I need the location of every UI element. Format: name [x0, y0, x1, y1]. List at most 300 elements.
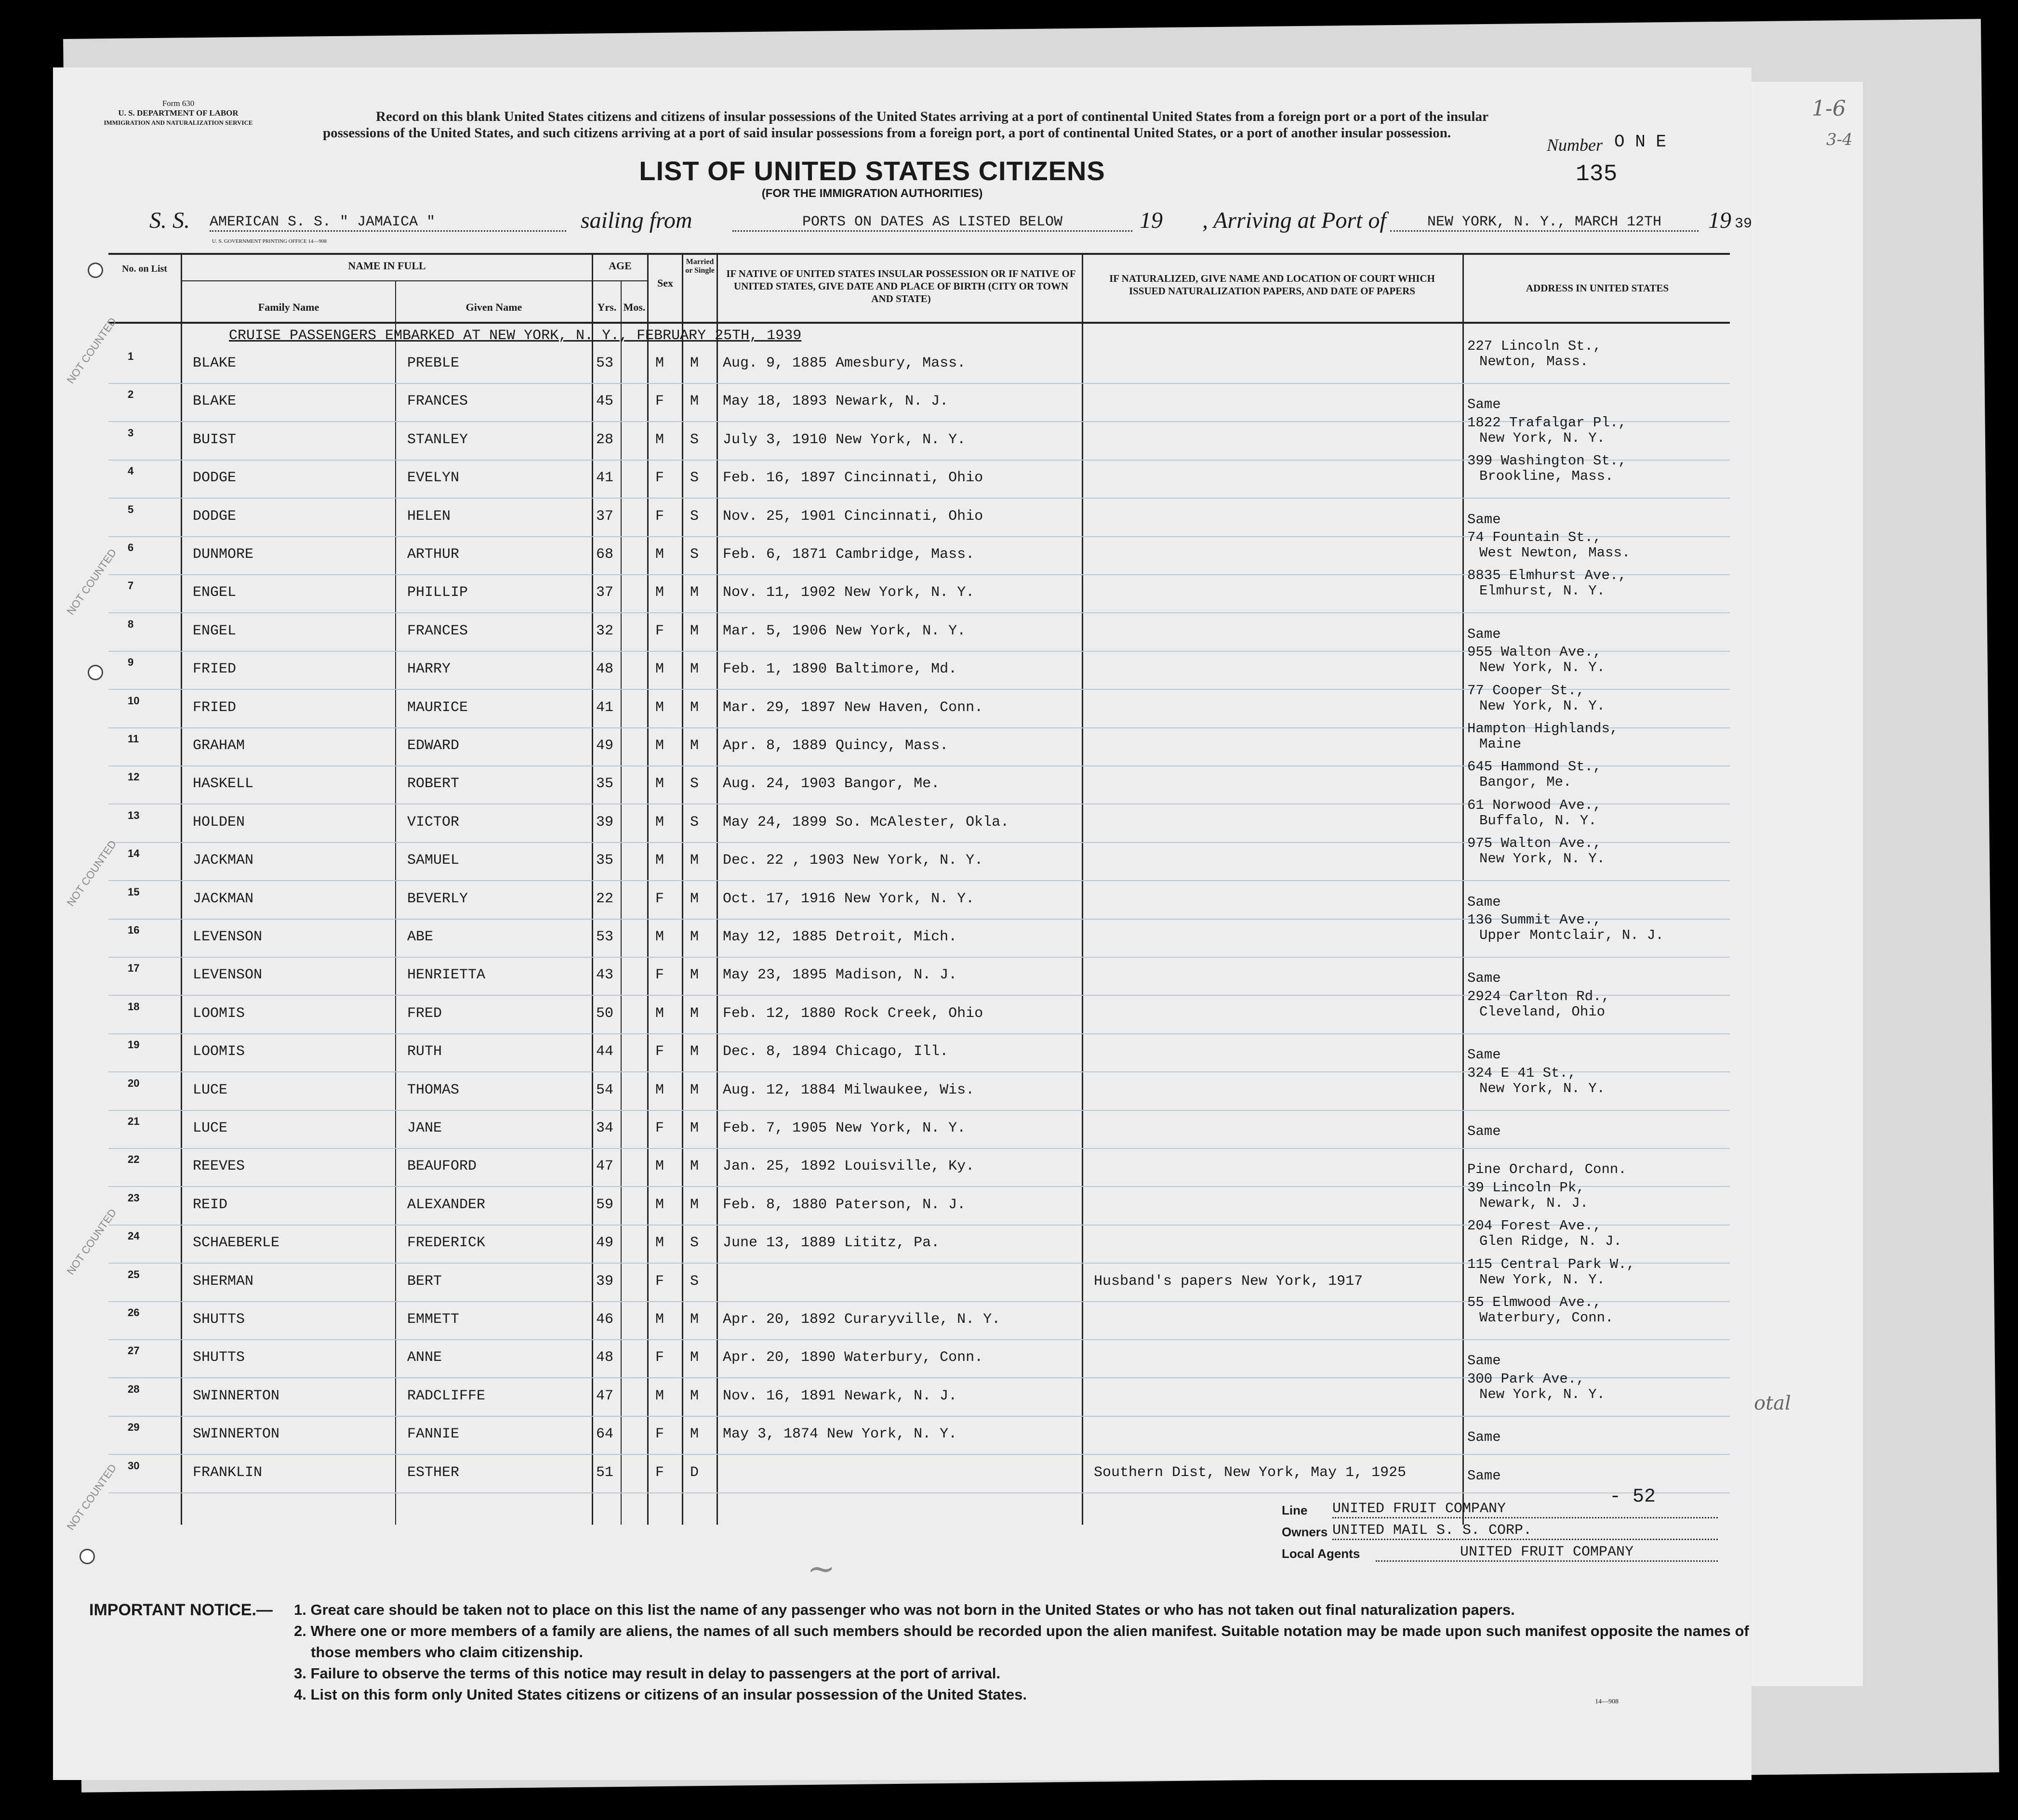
- age: 35: [596, 776, 614, 792]
- sex: M: [655, 1387, 664, 1404]
- birth-info: Apr. 8, 1889 Quincy, Mass.: [723, 738, 949, 754]
- address-line-1: 74 Fountain St.,: [1467, 529, 1602, 545]
- birth-info: Aug. 12, 1884 Milwaukee, Wis.: [723, 1081, 975, 1098]
- address-line-2: Bangor, Me.: [1479, 774, 1572, 791]
- row-number: 8: [128, 618, 134, 630]
- birth-info: May 18, 1893 Newark, N. J.: [723, 393, 949, 410]
- sex: F: [655, 890, 664, 907]
- address-line-2: Glen Ridge, N. J.: [1479, 1233, 1622, 1250]
- row-number: 10: [128, 694, 140, 707]
- address-line-1: 324 E 41 St.,: [1467, 1065, 1577, 1081]
- age: 22: [596, 890, 614, 907]
- notice-items: [294, 1599, 1778, 1705]
- sex: F: [655, 1426, 664, 1443]
- age: 53: [596, 355, 614, 371]
- address-line-2: West Newton, Mass.: [1479, 545, 1631, 561]
- address-line-1: 55 Elmwood Ave.,: [1467, 1294, 1602, 1310]
- address-line-2: Waterbury, Conn.: [1479, 1310, 1614, 1326]
- col-header-given: Given Name: [465, 301, 522, 313]
- address-line-1: 227 Lincoln St.,: [1467, 338, 1602, 354]
- table-row: [108, 1415, 1730, 1455]
- given-name: FANNIE: [407, 1426, 460, 1443]
- address-line-1: 39 Lincoln Pk,: [1467, 1179, 1585, 1196]
- sex: M: [655, 929, 664, 945]
- not-counted-stamp: NOT COUNTED: [64, 1206, 119, 1277]
- address-line-1: Hampton Highlands,: [1467, 721, 1619, 737]
- given-name: THOMAS: [407, 1081, 460, 1098]
- sex: F: [655, 1120, 664, 1136]
- sex: F: [655, 622, 664, 639]
- family-name: DODGE: [193, 508, 237, 525]
- address-line-2: Same: [1467, 1353, 1501, 1369]
- given-name: BERT: [407, 1273, 442, 1290]
- given-name: FREDERICK: [407, 1235, 486, 1252]
- line-label: Line: [1282, 1503, 1308, 1517]
- age: 53: [596, 929, 614, 945]
- family-name: LUCE: [193, 1120, 228, 1136]
- birth-info: Nov. 25, 1901 Cincinnati, Ohio: [723, 508, 983, 525]
- margin-note: 1-6: [1812, 96, 1846, 121]
- family-name: SHUTTS: [193, 1311, 245, 1328]
- instruction-text: Record on this blank United States citizens and citizens of insular possessions of the United States arriving at a port of continental United States from a foreign port or a port of the insular possessions of the United States, and such citizens arriving at a port of said insular possessions from a foreign port, a port of continental United States, or a port of another insular possession.: [323, 109, 1488, 141]
- birth-info: Mar. 5, 1906 New York, N. Y.: [723, 622, 966, 639]
- age: 50: [596, 1005, 614, 1022]
- family-name: FRIED: [193, 699, 237, 716]
- family-name: SHUTTS: [193, 1349, 245, 1366]
- family-name: REEVES: [193, 1158, 245, 1175]
- row-number: 15: [128, 885, 140, 898]
- given-name: FRED: [407, 1005, 442, 1022]
- sex: M: [655, 1005, 664, 1022]
- owners-label: Owners: [1282, 1525, 1328, 1539]
- not-counted-stamp: NOT COUNTED: [64, 315, 119, 386]
- age: 49: [596, 738, 614, 754]
- birth-info: Dec. 22 , 1903 New York, N. Y.: [723, 852, 983, 869]
- arrival-year-suffix: 39: [1735, 216, 1752, 232]
- birth-info: Nov. 16, 1891 Newark, N. J.: [723, 1387, 957, 1404]
- service: IMMIGRATION AND NATURALIZATION SERVICE: [104, 119, 253, 126]
- given-name: VICTOR: [407, 814, 460, 831]
- marital-status: S: [690, 431, 699, 448]
- birth-info: May 23, 1895 Madison, N. J.: [723, 967, 957, 984]
- manifest-page: [53, 67, 1752, 1780]
- family-name: SHERMAN: [193, 1273, 254, 1290]
- row-number: 3: [128, 426, 134, 439]
- age: 64: [596, 1426, 614, 1443]
- row-number: 25: [128, 1268, 140, 1280]
- col-header-naturalized: IF NATURALIZED, GIVE NAME AND LOCATION OF COURT WHICH ISSUED NATURALIZATION PAPERS, AND DATE OF PAPERS: [1109, 273, 1435, 297]
- family-name: SWINNERTON: [193, 1426, 280, 1443]
- row-number: 4: [128, 465, 134, 477]
- sex: M: [655, 738, 664, 754]
- printing-office: U. S. GOVERNMENT PRINTING OFFICE 14—908: [212, 238, 327, 244]
- notice-item: 3. Failure to observe the terms of this notice may result in delay to passengers at the port of arrival.: [294, 1665, 1001, 1682]
- sex: M: [655, 699, 664, 716]
- notice-item: 4. List on this form only United States citizens or citizens of an insular possession of the United States.: [294, 1686, 1027, 1703]
- sex: F: [655, 1043, 664, 1060]
- agents-value: UNITED FRUIT COMPANY: [1376, 1544, 1718, 1562]
- birth-info: Feb. 16, 1897 Cincinnati, Ohio: [723, 470, 983, 487]
- age: 48: [596, 1349, 614, 1366]
- address-line-2: Same: [1467, 894, 1501, 910]
- given-name: PREBLE: [407, 355, 460, 371]
- table-row: [108, 1454, 1730, 1493]
- family-name: REID: [193, 1196, 228, 1213]
- family-name: ENGEL: [193, 584, 237, 601]
- page-number: 135: [1576, 161, 1618, 187]
- row-number: 9: [128, 656, 134, 669]
- address-line-2: Same: [1467, 511, 1501, 528]
- address-line-1: 8835 Elmhurst Ave.,: [1467, 567, 1627, 584]
- age: 32: [596, 622, 614, 639]
- col-header-sex: Sex: [657, 277, 673, 289]
- address-line-2: Brookline, Mass.: [1479, 468, 1614, 485]
- family-name: DODGE: [193, 470, 237, 487]
- address-line-1: 975 Walton Ave.,: [1467, 835, 1602, 852]
- birth-info: Dec. 8, 1894 Chicago, Ill.: [723, 1043, 949, 1060]
- sex: F: [655, 1349, 664, 1366]
- sex: M: [655, 584, 664, 601]
- given-name: SAMUEL: [407, 852, 460, 869]
- marital-status: M: [690, 699, 699, 716]
- page-title: LIST OF UNITED STATES CITIZENS: [639, 156, 1105, 186]
- family-name: SCHAEBERLE: [193, 1235, 280, 1252]
- sex: M: [655, 1081, 664, 1098]
- address-line-2: Same: [1467, 626, 1501, 642]
- age: 39: [596, 1273, 614, 1290]
- punch-hole: [80, 1549, 95, 1564]
- col-header-yrs: Yrs.: [597, 301, 617, 313]
- form-number: Form 630: [162, 99, 195, 108]
- family-name: BLAKE: [193, 355, 237, 371]
- address-line-2: Same: [1467, 1123, 1501, 1139]
- sex: M: [655, 355, 664, 371]
- signature-scribble: ~: [807, 1549, 836, 1588]
- punch-hole: [88, 665, 103, 680]
- address-line-1: 2924 Carlton Rd.,: [1467, 988, 1610, 1004]
- marital-status: S: [690, 776, 699, 792]
- naturalization-info: Husband's papers New York, 1917: [1094, 1273, 1363, 1290]
- number-label: Number: [1547, 135, 1603, 155]
- row-number: 30: [128, 1459, 140, 1472]
- row-number: 18: [128, 1000, 140, 1013]
- given-name: ARTHUR: [407, 546, 460, 563]
- col-header-name: NAME IN FULL: [348, 260, 426, 272]
- given-name: EMMETT: [407, 1311, 460, 1328]
- marital-status: M: [690, 1081, 699, 1098]
- marital-status: D: [690, 1464, 699, 1481]
- birth-info: Feb. 1, 1890 Baltimore, Md.: [723, 661, 957, 678]
- marital-status: M: [690, 584, 699, 601]
- address-line-2: Same: [1467, 970, 1501, 987]
- sailing-label: sailing from: [581, 208, 692, 233]
- col-header-married: Married or Single: [685, 258, 715, 275]
- marital-status: M: [690, 622, 699, 639]
- table-row: [108, 1109, 1730, 1149]
- arrival-year-prefix: 19: [1708, 208, 1731, 233]
- row-number: 22: [128, 1153, 140, 1166]
- address-line-2: Elmhurst, N. Y.: [1479, 583, 1606, 599]
- family-name: LOOMIS: [193, 1043, 245, 1060]
- row-number: 20: [128, 1077, 140, 1089]
- given-name: MAURICE: [407, 699, 468, 716]
- margin-note: 3-4: [1826, 130, 1853, 149]
- form-identifier: [92, 99, 265, 128]
- birth-info: Nov. 11, 1902 New York, N. Y.: [723, 584, 975, 601]
- family-name: LOOMIS: [193, 1005, 245, 1022]
- marital-status: S: [690, 508, 699, 525]
- marital-status: M: [690, 1043, 699, 1060]
- sex: F: [655, 508, 664, 525]
- birth-info: May 12, 1885 Detroit, Mich.: [723, 929, 957, 945]
- row-number: 16: [128, 924, 140, 936]
- given-name: ESTHER: [407, 1464, 460, 1481]
- ss-label: S. S.: [149, 208, 190, 233]
- marital-status: M: [690, 355, 699, 371]
- background-sheet-edge: [1735, 82, 1863, 1686]
- sex: M: [655, 546, 664, 563]
- age: 59: [596, 1196, 614, 1213]
- birth-info: June 13, 1889 Lititz, Pa.: [723, 1235, 940, 1252]
- age: 49: [596, 1235, 614, 1252]
- birth-info: July 3, 1910 New York, N. Y.: [723, 431, 966, 448]
- age: 41: [596, 699, 614, 716]
- arriving-port: NEW YORK, N. Y., MARCH 12TH: [1390, 214, 1699, 232]
- given-name: EDWARD: [407, 738, 460, 754]
- table-row: [108, 912, 1730, 958]
- line-value: UNITED FRUIT COMPANY: [1332, 1501, 1718, 1518]
- notice-title: IMPORTANT NOTICE.—: [89, 1601, 273, 1619]
- owners-value: UNITED MAIL S. S. CORP.: [1332, 1522, 1718, 1540]
- sex: M: [655, 1158, 664, 1175]
- given-name: EVELYN: [407, 470, 460, 487]
- marital-status: S: [690, 470, 699, 487]
- address-line-2: Same: [1467, 1047, 1501, 1063]
- birth-info: Feb. 7, 1905 New York, N. Y.: [723, 1120, 966, 1136]
- birth-info: Oct. 17, 1916 New York, N. Y.: [723, 890, 975, 907]
- col-header-family: Family Name: [258, 301, 319, 313]
- given-name: HELEN: [407, 508, 451, 525]
- marital-status: S: [690, 546, 699, 563]
- marital-status: M: [690, 1196, 699, 1213]
- marital-status: S: [690, 814, 699, 831]
- family-name: DUNMORE: [193, 546, 254, 563]
- age: 37: [596, 508, 614, 525]
- age: 34: [596, 1120, 614, 1136]
- age: 47: [596, 1387, 614, 1404]
- family-name: BLAKE: [193, 393, 237, 410]
- marital-status: M: [690, 852, 699, 869]
- table-row: [108, 1371, 1730, 1417]
- address-line-1: 645 Hammond St.,: [1467, 759, 1602, 775]
- table-row: [108, 453, 1730, 499]
- address-line-2: Newark, N. J.: [1479, 1195, 1589, 1211]
- marital-status: M: [690, 661, 699, 678]
- row-number: 29: [128, 1421, 140, 1434]
- age: 68: [596, 546, 614, 563]
- arriving-label: , Arriving at Port of: [1202, 208, 1386, 233]
- age: 39: [596, 814, 614, 831]
- marital-status: M: [690, 890, 699, 907]
- row-number: 6: [128, 541, 134, 554]
- address-line-1: 136 Summit Ave.,: [1467, 912, 1602, 928]
- address-line-1: 77 Cooper St.,: [1467, 682, 1585, 699]
- age: 47: [596, 1158, 614, 1175]
- address-line-1: 399 Washington St.,: [1467, 453, 1627, 469]
- table-row: [108, 988, 1730, 1034]
- birth-info: Apr. 20, 1890 Waterbury, Conn.: [723, 1349, 983, 1366]
- notice-item: 1. Great care should be taken not to place on this list the name of any passenger who was not born in the United States or who has not taken out final naturalization papers.: [294, 1601, 1515, 1618]
- marital-status: M: [690, 1005, 699, 1022]
- marital-status: M: [690, 929, 699, 945]
- year-prefix: 19: [1140, 208, 1163, 233]
- number-value: O N E: [1614, 132, 1667, 152]
- row-number: 1: [128, 350, 134, 362]
- marital-status: M: [690, 1311, 699, 1328]
- marital-status: M: [690, 393, 699, 410]
- col-header-no: No. on List: [122, 264, 167, 274]
- section-heading: CRUISE PASSENGERS EMBARKED AT NEW YORK, N. Y., FEBRUARY 25TH, 1939: [229, 328, 802, 344]
- given-name: FRANCES: [407, 393, 468, 410]
- sex: F: [655, 967, 664, 984]
- row-number: 24: [128, 1230, 140, 1242]
- total-count-value: 52: [1633, 1486, 1656, 1508]
- row-number: 19: [128, 1039, 140, 1051]
- voyage-line: [149, 207, 1752, 236]
- age: 45: [596, 393, 614, 410]
- row-number: 5: [128, 503, 134, 515]
- given-name: ALEXANDER: [407, 1196, 486, 1213]
- address-line-2: Cleveland, Ohio: [1479, 1003, 1606, 1020]
- marital-status: M: [690, 738, 699, 754]
- address-line-2: Same: [1467, 396, 1501, 413]
- marital-status: S: [690, 1235, 699, 1252]
- given-name: HENRIETTA: [407, 967, 486, 984]
- age: 35: [596, 852, 614, 869]
- row-number: 28: [128, 1383, 140, 1395]
- row-number: 21: [128, 1115, 140, 1127]
- total-count: - 52: [1609, 1486, 1656, 1508]
- bottom-code: 14—908: [1595, 1698, 1619, 1705]
- birth-info: Apr. 20, 1892 Curaryville, N. Y.: [723, 1311, 1001, 1328]
- row-number: 14: [128, 847, 140, 860]
- birth-info: Aug. 9, 1885 Amesbury, Mass.: [723, 355, 966, 371]
- marital-status: M: [690, 1426, 699, 1443]
- age: 51: [596, 1464, 614, 1481]
- given-name: ROBERT: [407, 776, 460, 792]
- marital-status: M: [690, 1349, 699, 1366]
- family-name: HASKELL: [193, 776, 254, 792]
- address-line-2: New York, N. Y.: [1479, 1271, 1606, 1288]
- address-line-2: New York, N. Y.: [1479, 698, 1606, 714]
- birth-info: May 3, 1874 New York, N. Y.: [723, 1426, 957, 1443]
- address-line-1: 204 Forest Ave.,: [1467, 1218, 1602, 1234]
- birth-info: Feb. 6, 1871 Cambridge, Mass.: [723, 546, 975, 563]
- age: 46: [596, 1311, 614, 1328]
- sex: M: [655, 1311, 664, 1328]
- family-name: ENGEL: [193, 622, 237, 639]
- table-row: [108, 567, 1730, 613]
- address-line-2: New York, N. Y.: [1479, 430, 1606, 446]
- address-line-2: Buffalo, N. Y.: [1479, 812, 1597, 829]
- given-name: HARRY: [407, 661, 451, 678]
- sex: M: [655, 431, 664, 448]
- given-name: RADCLIFFE: [407, 1387, 486, 1404]
- sex: F: [655, 393, 664, 410]
- marital-status: M: [690, 1387, 699, 1404]
- marital-status: M: [690, 1158, 699, 1175]
- sex: M: [655, 1235, 664, 1252]
- address-line-1: 115 Central Park W.,: [1467, 1256, 1635, 1272]
- table-row: [108, 338, 1730, 384]
- given-name: PHILLIP: [407, 584, 468, 601]
- given-name: BEVERLY: [407, 890, 468, 907]
- table-row: [108, 835, 1730, 881]
- sex: M: [655, 852, 664, 869]
- family-name: LEVENSON: [193, 929, 263, 945]
- age: 43: [596, 967, 614, 984]
- marital-status: S: [690, 1273, 699, 1290]
- row-number: 26: [128, 1306, 140, 1319]
- not-counted-stamp: NOT COUNTED: [64, 838, 119, 909]
- sex: M: [655, 776, 664, 792]
- address-line-2: Pine Orchard, Conn.: [1467, 1161, 1627, 1178]
- address-line-2: Same: [1467, 1429, 1501, 1446]
- given-name: STANLEY: [407, 431, 468, 448]
- sex: F: [655, 470, 664, 487]
- sex: M: [655, 1196, 664, 1213]
- address-line-2: Same: [1467, 1467, 1501, 1484]
- department: U. S. DEPARTMENT OF LABOR: [118, 108, 239, 118]
- address-line-1: 61 Norwood Ave.,: [1467, 797, 1602, 813]
- ship-name: AMERICAN S. S. " JAMAICA ": [210, 214, 566, 232]
- birth-info: May 24, 1899 So. McAlester, Okla.: [723, 814, 1009, 831]
- margin-note: otal: [1754, 1392, 1791, 1414]
- birth-info: Aug. 24, 1903 Bangor, Me.: [723, 776, 940, 792]
- table-row: [108, 1294, 1730, 1340]
- col-header-birth: IF NATIVE OF UNITED STATES INSULAR POSSESSION OR IF NATIVE OF UNITED STATES, GIVE DATE AND PLACE OF BIRTH (CITY OR TOWN AND STATE): [726, 268, 1076, 304]
- col-header-address: ADDRESS IN UNITED STATES: [1526, 282, 1669, 294]
- sex: M: [655, 661, 664, 678]
- family-name: FRIED: [193, 661, 237, 678]
- row-number: 7: [128, 580, 134, 592]
- address-line-2: New York, N. Y.: [1479, 851, 1606, 867]
- address-line-1: 300 Park Ave.,: [1467, 1371, 1585, 1387]
- age: 44: [596, 1043, 614, 1060]
- address-line-2: New York, N. Y.: [1479, 659, 1606, 676]
- address-line-2: Maine: [1479, 736, 1522, 752]
- marital-status: M: [690, 1120, 699, 1136]
- row-number: 27: [128, 1345, 140, 1357]
- given-name: ABE: [407, 929, 434, 945]
- address-line-2: New York, N. Y.: [1479, 1080, 1606, 1096]
- family-name: JACKMAN: [193, 852, 254, 869]
- family-name: FRANKLIN: [193, 1464, 263, 1481]
- family-name: BUIST: [193, 431, 237, 448]
- row-number: 23: [128, 1191, 140, 1204]
- family-name: HOLDEN: [193, 814, 245, 831]
- marital-status: M: [690, 967, 699, 984]
- sex: F: [655, 1273, 664, 1290]
- family-name: SWINNERTON: [193, 1387, 280, 1404]
- address-line-2: Newton, Mass.: [1479, 354, 1589, 369]
- age: 54: [596, 1081, 614, 1098]
- given-name: BEAUFORD: [407, 1158, 477, 1175]
- row-number: 17: [128, 962, 140, 975]
- address-line-1: 1822 Trafalgar Pl.,: [1467, 414, 1627, 431]
- not-counted-stamp: NOT COUNTED: [64, 546, 119, 617]
- family-name: LUCE: [193, 1081, 228, 1098]
